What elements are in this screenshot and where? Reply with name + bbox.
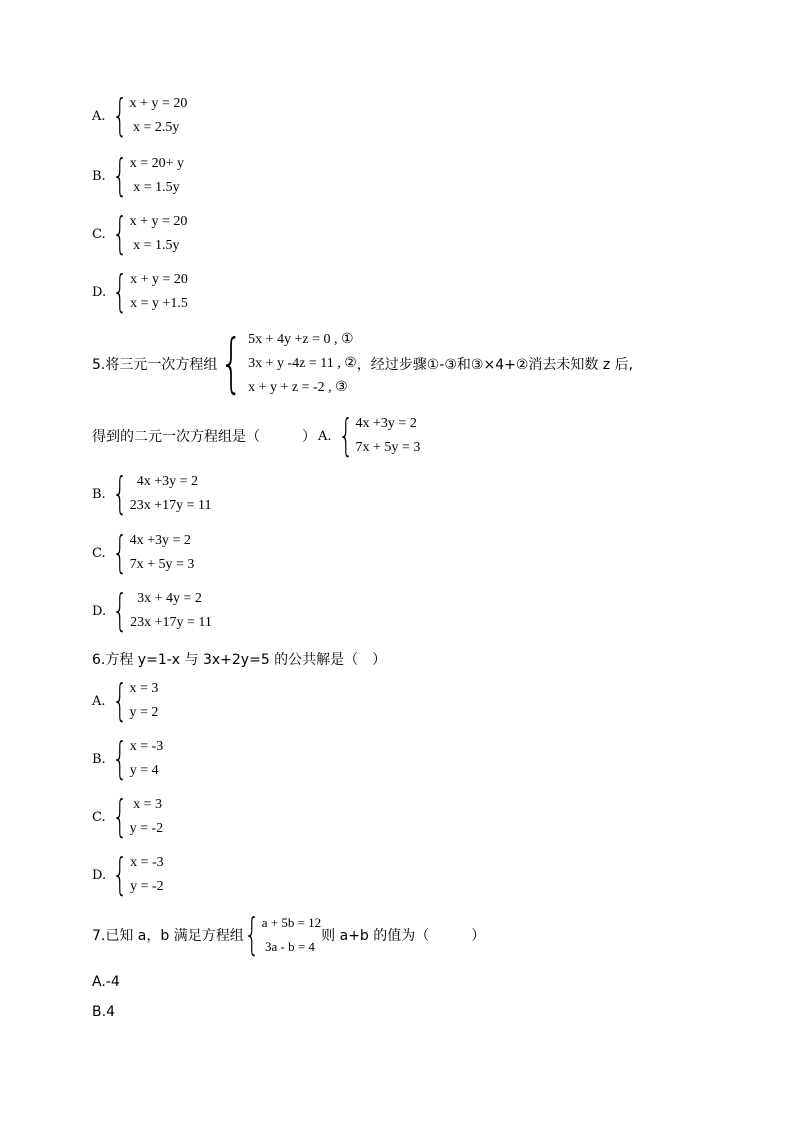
option-label: D. xyxy=(92,603,107,619)
question-text: 得到的二元一次方程组是（ ） xyxy=(92,429,316,445)
equation: 4x +3y = 2 xyxy=(355,416,417,431)
equation: x = -3 xyxy=(130,855,164,870)
brace: { xyxy=(244,909,260,960)
question-text: 7.已知 a，b 满足方程组 xyxy=(92,928,244,944)
q5-option-d xyxy=(92,587,212,635)
equation: 7x + 5y = 3 xyxy=(129,557,195,572)
equation: 23x +17y = 11 xyxy=(130,615,212,630)
option-label: B. xyxy=(92,1004,107,1020)
equation: x = 3 xyxy=(129,797,163,812)
equation-system xyxy=(112,529,195,577)
equation: 7x + 5y = 3 xyxy=(355,440,421,455)
equation-system xyxy=(112,268,188,316)
equation-system xyxy=(244,911,321,959)
q5-question xyxy=(92,328,633,400)
brace: { xyxy=(111,675,128,726)
option-label: C. xyxy=(92,226,106,242)
q7-option-a xyxy=(92,970,120,994)
brace: { xyxy=(111,733,128,784)
equation: 23x +17y = 11 xyxy=(129,498,212,513)
brace: { xyxy=(111,208,128,259)
option-label: D. xyxy=(92,284,107,300)
equation: x + y = 20 xyxy=(129,214,188,229)
q7-option-b xyxy=(92,1000,115,1024)
q5-option-b xyxy=(92,470,211,518)
equation: x = y +1.5 xyxy=(130,296,188,311)
option-label: A. xyxy=(92,974,106,990)
equation-system xyxy=(217,328,356,400)
equation-system xyxy=(112,92,188,140)
equation: 3x + 4y = 2 xyxy=(130,591,202,606)
brace: { xyxy=(220,327,243,401)
equation: 5x + 4y +z = 0 , ① xyxy=(248,332,354,347)
question-text: 6.方程 y=1-x 与 3x+2y=5 的公共解是（ ） xyxy=(92,652,387,668)
equation: x = 3 xyxy=(129,681,159,696)
q6-option-d xyxy=(92,851,164,899)
equation: x + y = 20 xyxy=(129,96,188,111)
equation: x + y + z = -2 , ③ xyxy=(248,380,348,395)
brace: { xyxy=(337,410,354,461)
equation-system xyxy=(112,470,212,518)
brace: { xyxy=(111,527,128,578)
equation-system xyxy=(338,412,421,460)
question-text: 5.将三元一次方程组 xyxy=(92,357,218,373)
equation: 4x +3y = 2 xyxy=(129,533,191,548)
equation: y = 2 xyxy=(129,705,159,720)
equation: x = 1.5y xyxy=(129,180,180,195)
q5-line2 xyxy=(92,412,420,460)
option-label: C. xyxy=(92,545,106,561)
equation-system xyxy=(112,677,159,725)
equation: y = -2 xyxy=(130,879,164,894)
equation: y = 4 xyxy=(129,763,159,778)
q5-option-c xyxy=(92,529,194,577)
option-label: A. xyxy=(92,693,106,709)
option-label: D. xyxy=(92,867,107,883)
brace: { xyxy=(112,849,128,900)
brace: { xyxy=(111,150,128,201)
q7-question xyxy=(92,911,485,959)
q4-option-d xyxy=(92,268,188,316)
brace: { xyxy=(111,90,128,141)
option-label: B. xyxy=(92,486,106,502)
q6-option-b xyxy=(92,735,163,783)
equation-system xyxy=(112,793,164,841)
equation: 3x + y -4z = 11 , ② xyxy=(248,356,357,371)
option-label: B. xyxy=(92,751,106,767)
q6-option-c xyxy=(92,793,163,841)
question-text: ，经过步骤①-③和③×4+②消去未知数 z 后, xyxy=(356,357,634,373)
option-label: A. xyxy=(318,428,332,444)
equation-system xyxy=(112,587,212,635)
equation: 4x +3y = 2 xyxy=(129,474,198,489)
equation: x + y = 20 xyxy=(130,272,188,287)
equation: a + 5b = 12 xyxy=(261,915,322,930)
brace: { xyxy=(112,266,128,317)
equation: y = -2 xyxy=(129,821,164,836)
option-value: 4 xyxy=(106,1004,115,1020)
brace: { xyxy=(111,791,128,842)
equation: x = -3 xyxy=(129,739,164,754)
question-text: 则 a+b 的值为（ ） xyxy=(321,928,486,944)
equation: x = 1.5y xyxy=(129,238,180,253)
equation-system xyxy=(112,735,164,783)
equation: x = 20+ y xyxy=(129,156,184,171)
option-value: -4 xyxy=(105,974,120,990)
equation: 3a - b = 4 xyxy=(261,939,315,954)
option-label: B. xyxy=(92,168,106,184)
equation-system xyxy=(112,152,184,200)
equation-system xyxy=(112,210,188,258)
brace: { xyxy=(112,585,128,636)
q4-option-c xyxy=(92,210,187,258)
q4-option-b xyxy=(92,152,184,200)
brace: { xyxy=(111,468,128,519)
q6-question xyxy=(92,647,386,671)
q4-option-a xyxy=(92,92,187,140)
equation-system xyxy=(112,851,164,899)
option-label: A. xyxy=(92,108,106,124)
option-label: C. xyxy=(92,809,106,825)
equation: x = 2.5y xyxy=(129,120,180,135)
q6-option-a xyxy=(92,677,158,725)
